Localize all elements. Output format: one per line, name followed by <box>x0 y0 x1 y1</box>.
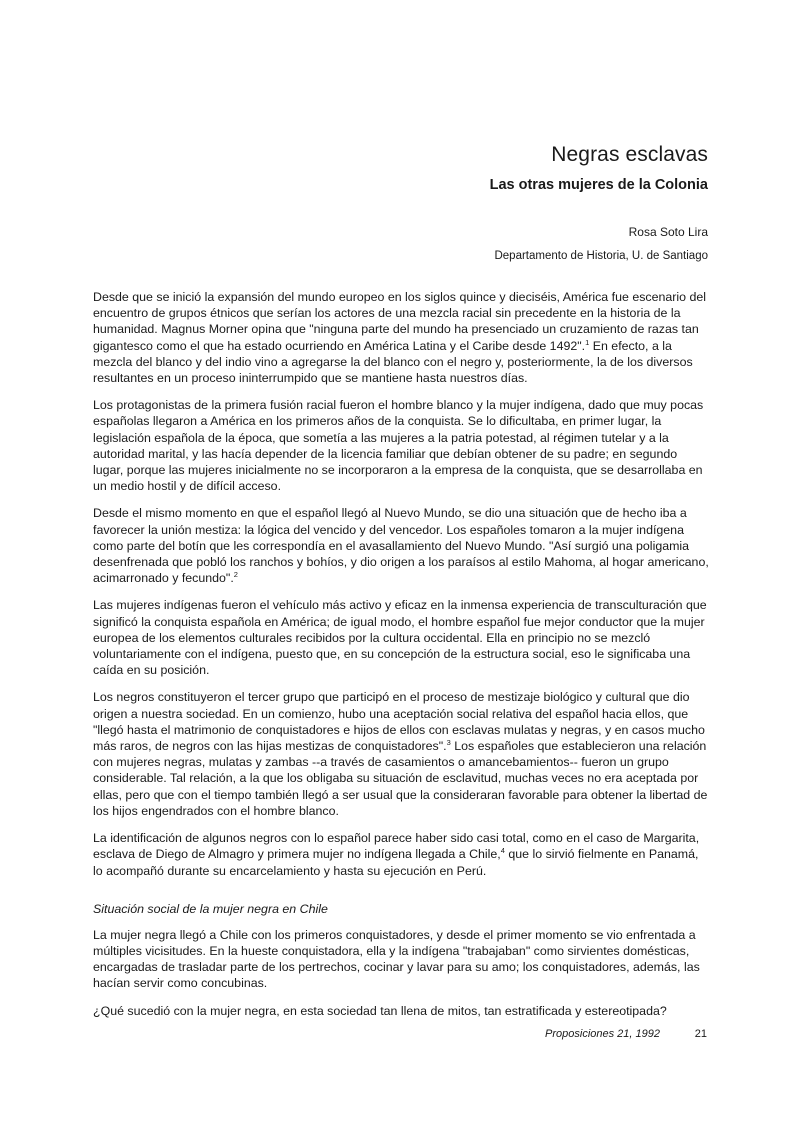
author-affiliation: Departamento de Historia, U. de Santiago <box>494 250 708 262</box>
paragraph-text: Las mujeres indígenas fueron el vehículo más activo y eficaz en la inmensa experiencia de transculturación que significó la conquista española en América; de igual modo, el hombre español fue mejor conductor que la mujer europea de los elementos culturales recibidos por la cultura occidental. Ella en principio no se mezcló voluntariamente con el indígena, puesto que, en su concepción de la estructura social, eso le significaba una caída en su posición. <box>93 598 707 678</box>
footnote-marker: 1 <box>585 337 590 347</box>
footnote-marker: 2 <box>233 570 238 580</box>
paragraph-text: Desde el mismo momento en que el español llegó al Nuevo Mundo, se dio una situación que de hecho iba a favorecer la unión mestiza: la lógica del vencido y del vencedor. Los españoles tomaron a la mujer indígena como parte del botín que les correspondía en el avasallamiento del Nuevo Mundo. "Así surgió una poligamia desenfrenada que pobló los ranchos y bohíos, y dio origen a los paraísos al estilo Mahoma, al hogar americano, acimarronado y fecundo". <box>93 506 709 586</box>
paragraph-5 <box>93 689 710 819</box>
paragraph-text: Los negros constituyeron el tercer grupo que participó en el proceso de mestizaje biológico y cultural que dio origen a nuestra sociedad. En un comienzo, hubo una aceptación social relativa del español hacia ellos, que "llegó hasta el matrimonio de conquistadores e hijos de ellos con esclavas mulatas y negras, y en casos mucho más raros, de negros con las hijas mestizas de conquistadores". <box>93 690 705 754</box>
paragraph-2 <box>93 397 710 494</box>
paragraph-text: Los protagonistas de la primera fusión racial fueron el hombre blanco y la mujer indígena, dado que muy pocas españolas llegaron a América en los primeros años de la conquista. Se lo dificultaba, en primer lugar, la legislación española de la época, que sometía a las mujeres a la patria potestad, al régimen tutelar y a la autoridad marital, y las hacía depender de la licencia familiar que debían obtener de su padre; en segundo lugar, porque las mujeres inicialmente no se incorporaron a la empresa de la conquista, que se desarrollaba en un medio hostil y de difícil acceso. <box>93 398 704 494</box>
article-body <box>93 289 710 1030</box>
footnote-marker: 3 <box>446 738 451 748</box>
section-paragraph-1: La mujer negra llegó a Chile con los primeros conquistadores, y desde el primer momento se vio enfrentada a múltiples vicisitudes. En la hueste conquistadora, ella y la indígena "trabajaban" como sirvientes domésticas, encargadas de trasladar parte de los pertrechos, cocinar y lavar para su amo; los conquistadores, además, las hacían servir como concubinas. <box>93 927 700 991</box>
section-heading: Situación social de la mujer negra en Chile <box>93 901 328 916</box>
paragraph-text: que lo sirvió fielmente en Panamá, lo acompañó durante su encarcelamiento y hasta su ejecución en Perú. <box>93 847 699 878</box>
article-title: Negras esclavas <box>551 143 708 166</box>
paragraph-6 <box>93 830 710 879</box>
author-name: Rosa Soto Lira <box>628 225 708 239</box>
paragraph-4 <box>93 597 710 678</box>
section-paragraph-2: ¿Qué sucedió con la mujer negra, en esta sociedad tan llena de mitos, tan estratificada y estereotipada? <box>93 1003 667 1018</box>
article-header <box>490 142 708 264</box>
paragraph-1 <box>93 289 710 386</box>
article-subtitle: Las otras mujeres de la Colonia <box>489 177 708 193</box>
paragraph-text: Los españoles que establecieron una relación con mujeres negras, mulatas y zambas --a través de casamientos o amancebamientos-- fueron un grupo considerable. Tal relación, a la que los obligaba su situación de esclavitud, muchas veces no era aceptada por ellas, pero que con el tiempo también llegó a ser usual que la consideraran favorable para obtener la libertad de los hijos engendrados con el hombre blanco. <box>93 739 708 818</box>
footnote-marker: 4 <box>500 846 505 856</box>
paragraph-text: La identificación de algunos negros con lo español parece haber sido casi total, como en el caso de Margarita, esclava de Diego de Almagro y primera mujer no indígena llegada a Chile, <box>93 831 700 862</box>
journal-citation: Proposiciones 21, 1992 <box>545 1028 660 1040</box>
page-number: 21 <box>694 1028 707 1040</box>
paragraph-text: En efecto, a la mezcla del blanco y del indio vino a agregarse la del blanco con el negro y, posteriormente, la de los diversos resultantes en un proceso ininterrumpido que se mantiene hasta nuestros días. <box>93 338 693 386</box>
paragraph-text: Desde que se inició la expansión del mundo europeo en los siglos quince y dieciséis, América fue escenario del encuentro de grupos étnicos que serían los actores de una mezcla racial sin precedente en la historia de la humanidad. Magnus Morner opina que "ninguna parte del mundo ha presenciado un cruzamiento de razas tan gigantesco como el que ha estado ocurriendo en América Latina y el Caribe desde 1492". <box>93 290 707 353</box>
paragraph-3 <box>93 505 710 586</box>
